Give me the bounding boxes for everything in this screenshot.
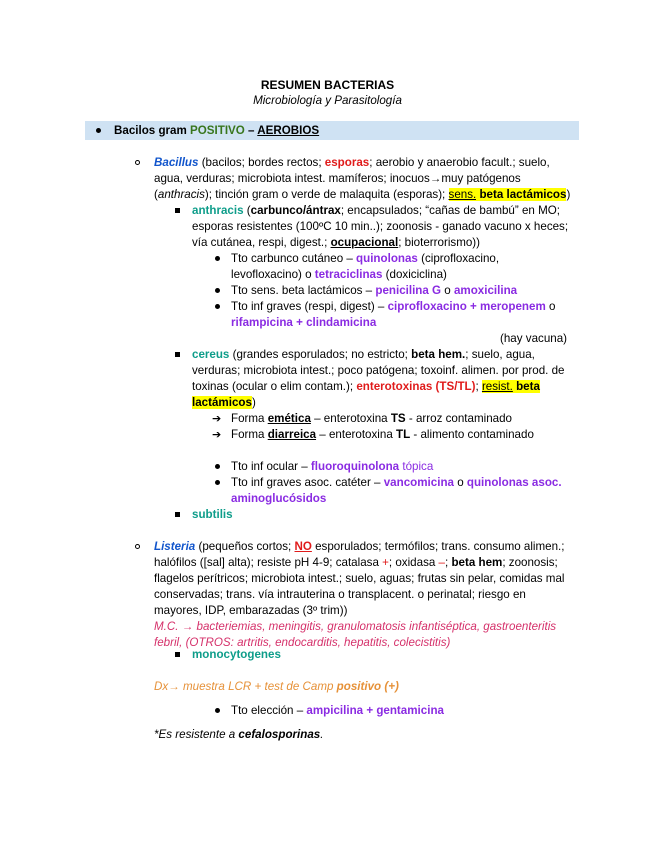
anthracis-tto-3 [231, 299, 555, 315]
text-span: Tto inf graves asoc. catéter – [231, 476, 384, 489]
arrow-right-icon: ➔ [212, 413, 222, 425]
text-span: diarreica [267, 428, 317, 441]
text-span: ; oxidasa [388, 556, 439, 569]
text-span: halófilos ([sal] alta); resiste pH 4-9; catalasa [154, 556, 383, 569]
genus-bacillus: Bacillus [154, 156, 199, 169]
text-span: ); tinción gram o verde de malaquita (esporas); [204, 188, 449, 201]
text-span: – enterotoxina [310, 412, 391, 425]
text-span: quinolonas asoc. [466, 476, 562, 489]
beta-lactamicos-highlight: beta lactámicos [476, 188, 567, 201]
anthracis-line-1 [192, 203, 560, 219]
text-span: emética [267, 412, 311, 425]
text-span: Tto carbunco cutáneo – [231, 252, 357, 265]
section-heading [114, 123, 319, 139]
listeria-tto [231, 703, 444, 719]
text-span: Tto inf graves (respi, digest) – [231, 300, 388, 313]
bullet-disc-icon [96, 128, 101, 133]
text-span: vancomicina [383, 476, 454, 489]
text-span: (ciprofloxacino, [417, 252, 500, 265]
text-span: positivo (+) [336, 680, 399, 693]
text-span: Tto elección – [231, 704, 307, 717]
text-span: ( [154, 188, 158, 201]
text-span: quinolonas [356, 252, 418, 265]
text-span: NO [294, 540, 312, 553]
bullet-disc-icon [215, 708, 220, 713]
bullet-square-icon [175, 512, 180, 517]
text-span: - alimento contaminado [410, 428, 534, 441]
text-span: o [545, 300, 556, 313]
text-span: cefalosporinas [238, 728, 321, 741]
text-span: (grandes esporulados; no estricto; [229, 348, 412, 361]
text-span: ; aerobio y anaerobio facult.; suelo, [369, 156, 550, 169]
text-span: penicilina G [375, 284, 442, 297]
cereus-line-2: verduras; microbiota intest.; poco patógena; toxoinf. alimen. por prod. de [192, 364, 565, 377]
species-cereus: cereus [192, 348, 230, 361]
listeria-line-3: flagelos perítricos; microbiota intest.; suelo, aguas; frutas sin pelar, comidas mal [154, 572, 565, 585]
text-span: Forma [231, 412, 268, 425]
bullet-disc-icon [215, 256, 220, 261]
text-span: beta hem. [411, 348, 466, 361]
text-span: esporulados; termófilos; trans. consumo alimen.; [311, 540, 565, 553]
bullet-disc-icon [215, 464, 220, 469]
text-span: TS [390, 412, 406, 425]
text-span: beta hem [451, 556, 503, 569]
genus-listeria: Listeria [154, 540, 196, 553]
cereus-tto-1 [231, 459, 433, 475]
text-span: o [453, 476, 467, 489]
bacillus-line-3 [154, 187, 570, 203]
text-span: Tto sens. beta lactámicos – [231, 284, 376, 297]
text-span: Dx→ muestra LCR + test de Camp [154, 680, 337, 693]
text-span: resist. [481, 380, 513, 393]
text-span: levofloxacino) o [231, 268, 315, 281]
cereus-tto-2b: aminoglucósidos [231, 492, 327, 505]
vaccine-note: (hay vacuna) [500, 332, 568, 345]
bullet-circle-icon [135, 160, 140, 165]
text-span: ocupacional [330, 236, 399, 249]
text-span: fluoroquinolona [310, 460, 400, 473]
text-span: - arroz contaminado [405, 412, 512, 425]
text-span: ; encapsulados; “cañas de bambú” en MO; [340, 204, 560, 217]
section-dash: – [244, 124, 258, 137]
anthracis-tto-1b [231, 267, 447, 283]
species-anthracis: anthracis [192, 204, 244, 217]
text-span: + [382, 556, 389, 569]
document-title: RESUMEN BACTERIAS [260, 78, 395, 92]
bullet-disc-icon [215, 304, 220, 309]
species-monocytogenes: monocytogenes [192, 648, 281, 661]
text-span: Forma [231, 428, 268, 441]
text-span: enterotoxinas (TS/TL) [356, 380, 476, 393]
text-span: tetraciclinas [314, 268, 383, 281]
text-span: . [320, 728, 324, 741]
listeria-line-1 [154, 539, 565, 555]
listeria-dx [154, 679, 399, 695]
text-span: ampicilina + gentamicina [306, 704, 444, 717]
listeria-note [154, 727, 324, 743]
bullet-square-icon [175, 652, 180, 657]
bacillus-line-2: agua, verduras; microbiota intest. mamíferos; inocuos→muy patógenos [154, 172, 521, 185]
text-span: ; zoonosis; [502, 556, 558, 569]
text-span: ) [251, 396, 256, 409]
text-span: lactámicos [192, 396, 252, 409]
anthracis-line-2: esporas resistentes (100ºC 10 min..); zoonosis - ganado vacuno x heces; [192, 220, 569, 233]
text-span: (bacilos; bordes rectos; [198, 156, 325, 169]
bullet-circle-icon [135, 544, 140, 549]
text-span: vía cutánea, respi, digest.; [192, 236, 331, 249]
text-span: ( [243, 204, 251, 217]
text-span: ciprofloxacino + meropenem [387, 300, 546, 313]
arrow-right-icon: ➔ [212, 429, 222, 441]
anthracis-tto-1 [231, 251, 499, 267]
listeria-line-5: mayores, IDP, embarazadas (3º trim)) [154, 604, 348, 617]
listeria-line-4: conservadas; trans. vía intrauterina o transplacent. o perinatal; riesgo en [154, 588, 526, 601]
anthracis-tto-3b: rifampicina + clindamicina [231, 316, 377, 329]
text-span: ; bioterrorismo)) [398, 236, 481, 249]
section-heading-text: Bacilos gram [114, 124, 191, 137]
species-subtilis: subtilis [192, 508, 233, 521]
text-span: amoxicilina [453, 284, 518, 297]
section-positive: POSITIVO [190, 124, 245, 137]
text-span: – [438, 556, 445, 569]
cereus-tto-2 [231, 475, 562, 491]
listeria-line-2 [154, 555, 558, 571]
text-span: *Es resistente a [154, 728, 239, 741]
bacillus-line-1 [154, 155, 550, 171]
text-span: o [441, 284, 454, 297]
esporas-text: esporas [324, 156, 370, 169]
anthracis-line-3 [192, 235, 480, 251]
text-span: tópica [399, 460, 434, 473]
anthracis-tto-2 [231, 283, 517, 299]
text-span: – enterotoxina [316, 428, 396, 441]
bullet-square-icon [175, 352, 180, 357]
text-span: Tto inf ocular – [231, 460, 311, 473]
listeria-clinical-2: febril, (OTROS: artritis, endocarditis, hepatitis, colecistitis) [154, 636, 451, 649]
text-span: ; suelo, agua, [465, 348, 535, 361]
text-span: anthracis [157, 188, 205, 201]
text-span: ) [566, 188, 571, 201]
cereus-line-1 [192, 347, 535, 363]
text-span: ; [444, 556, 452, 569]
document-subtitle: Microbiología y Parasitología [253, 94, 402, 107]
bullet-square-icon [175, 208, 180, 213]
cereus-line-4 [192, 395, 256, 411]
sens-highlight: sens. [448, 188, 477, 201]
text-span: ; [475, 380, 482, 393]
cereus-form-emetica [231, 411, 512, 427]
bullet-disc-icon [215, 480, 220, 485]
text-span: beta [512, 380, 540, 393]
text-span: (doxiciclina) [382, 268, 447, 281]
text-span: toxinas (ocular o elim contam.); [192, 380, 357, 393]
bullet-disc-icon [215, 288, 220, 293]
section-aerobios: AEROBIOS [257, 124, 320, 137]
cereus-form-diarreica [231, 427, 534, 443]
text-span: TL [396, 428, 411, 441]
listeria-clinical-1: M.C. → bacteriemias, meningitis, granulomatosis infantiséptica, gastroenteritis [154, 620, 557, 633]
cereus-line-3 [192, 379, 540, 395]
text-span: carbunco/ántrax [250, 204, 341, 217]
text-span: (pequeños cortos; [195, 540, 295, 553]
